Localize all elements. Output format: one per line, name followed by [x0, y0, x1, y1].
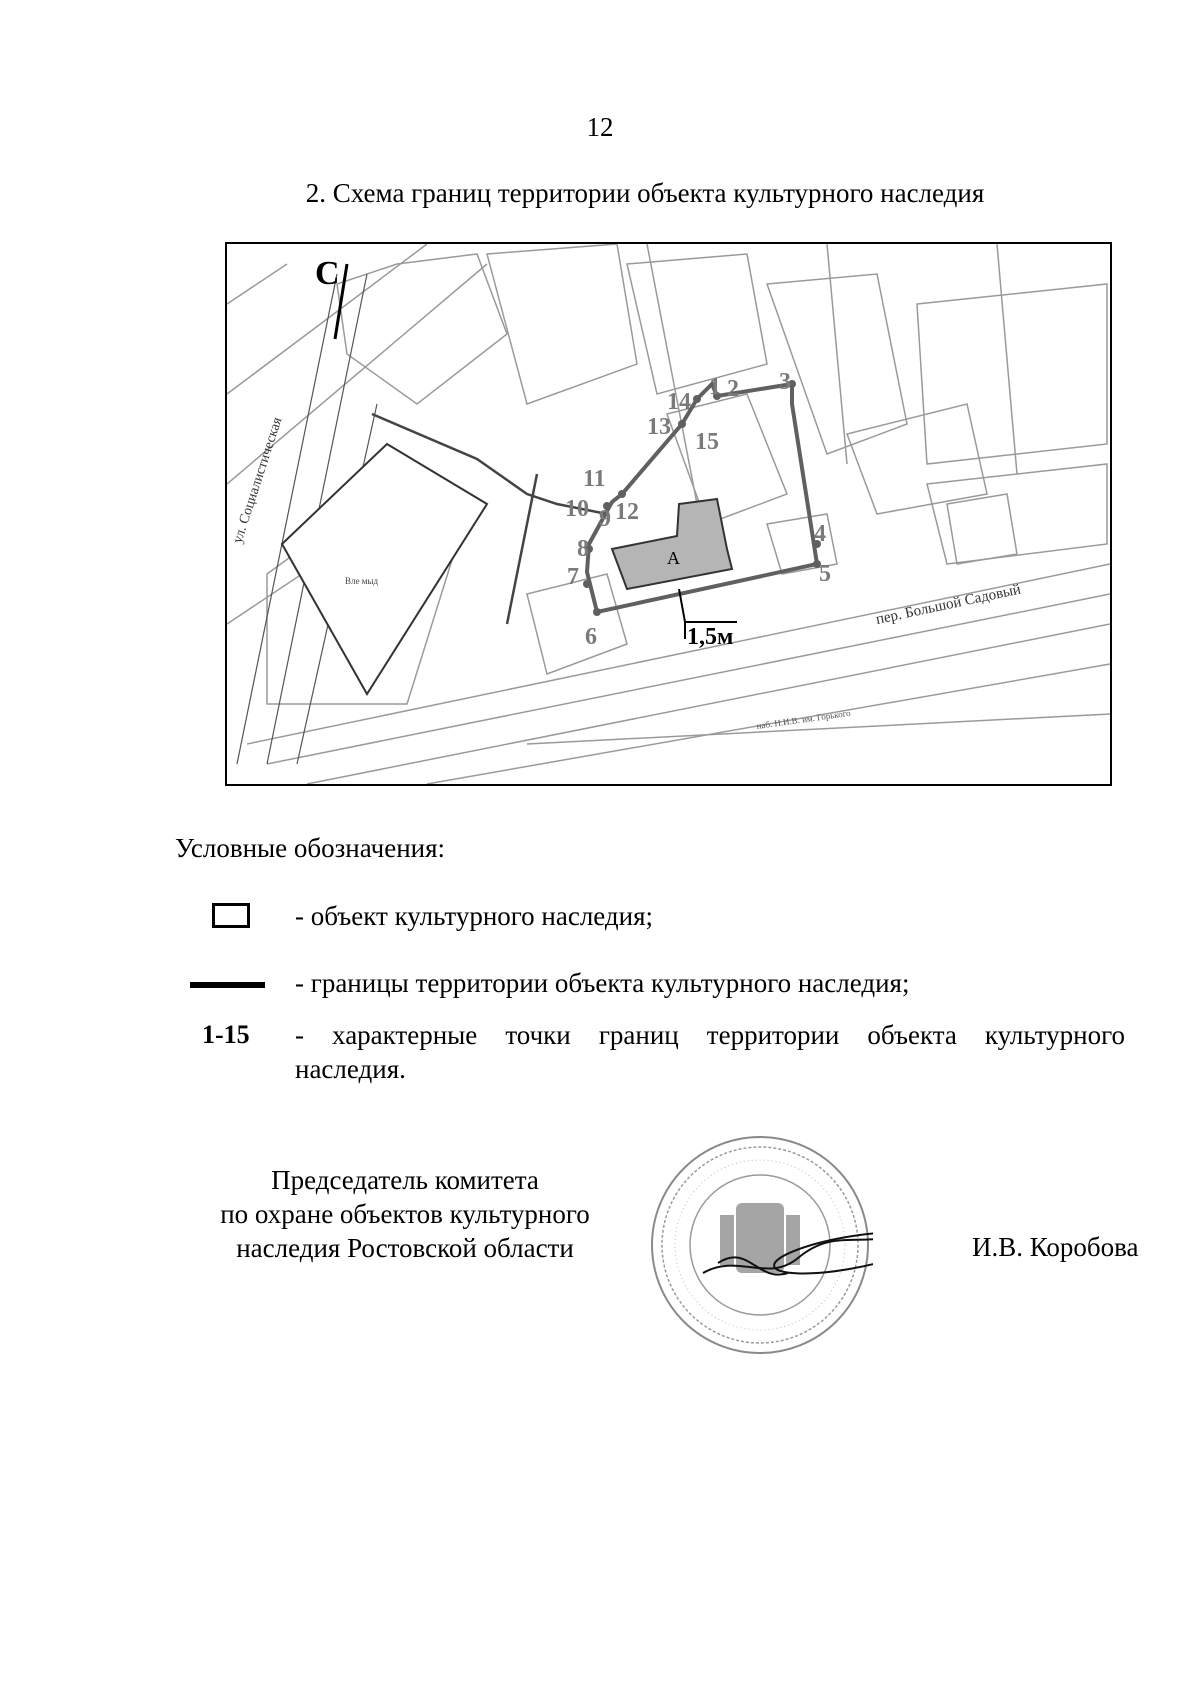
street-label-bottom: пер. Большой Садовый — [874, 581, 1023, 628]
legend-title: Условные обозначения: — [175, 833, 446, 863]
signer-title — [185, 1163, 625, 1265]
north-label: С — [315, 255, 340, 292]
legend-points-text-line2: наследия. — [295, 1054, 406, 1084]
point-label-14: 14 — [667, 389, 691, 415]
point-label-11: 11 — [583, 466, 606, 492]
point-label-12: 12 — [615, 499, 639, 525]
point-label-8: 8 — [577, 536, 589, 562]
street-label-left: ул. Социалистическая — [230, 415, 286, 546]
signer-title-line3: наследия Ростовской области — [236, 1233, 574, 1263]
legend-points-text-line1: - характерные точки границ территории объекта культурного — [295, 1020, 1125, 1050]
official-seal-stamp — [648, 1133, 873, 1358]
heritage-object-label: А — [667, 548, 680, 568]
plot-area-label: Вле мыд — [345, 576, 379, 586]
map-fence-line-2 — [507, 474, 537, 624]
distance-label: 1,5м — [687, 624, 734, 650]
signer-title-line2: по охране объектов культурного — [220, 1199, 590, 1229]
page-number: 12 — [586, 112, 614, 142]
heritage-boundary — [587, 384, 817, 612]
point-label-10: 10 — [565, 496, 589, 522]
point-label-13: 13 — [647, 414, 671, 440]
legend-border-text: - границы территории объекта культурного наследия; — [295, 968, 910, 998]
point-label-5: 5 — [819, 561, 831, 587]
boundary-map — [225, 242, 1112, 786]
legend-points-symbol: 1-15 — [202, 1020, 250, 1049]
point-label-6: 6 — [585, 624, 597, 650]
legend-object-text: - объект культурного наследия; — [295, 901, 654, 931]
legend-object-symbol — [212, 903, 250, 928]
map-plot-left — [282, 444, 487, 694]
point-label-15: 15 — [695, 429, 719, 455]
scheme-title: 2. Схема границ территории объекта культурного наследия — [305, 178, 985, 208]
signer-name: И.В. Коробова — [972, 1232, 1139, 1262]
point-label-9: 9 — [599, 506, 611, 532]
street-label-embankment: наб. Н.И.В. им. Горького — [755, 707, 852, 731]
signer-title-line1: Председатель комитета — [271, 1165, 539, 1195]
map-drawing — [227, 244, 1110, 784]
point-label-3: 3 — [779, 369, 791, 395]
point-label-1: 1 — [709, 374, 721, 400]
point-label-4: 4 — [814, 521, 826, 547]
point-label-7: 7 — [567, 564, 579, 590]
legend-border-symbol — [190, 982, 265, 988]
point-label-2: 2 — [727, 376, 739, 402]
